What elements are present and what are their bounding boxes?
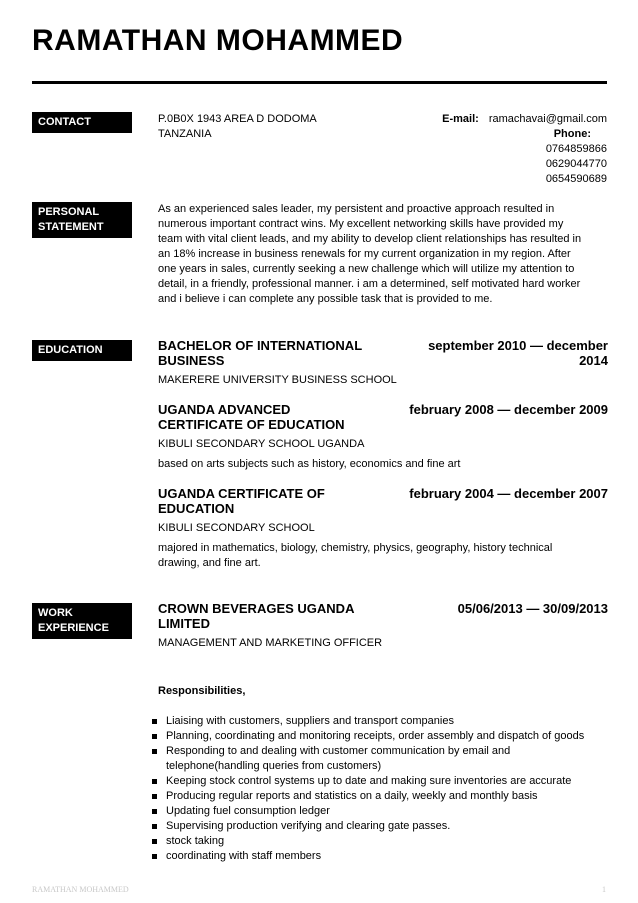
resume-name: RAMATHAN MOHAMMED <box>32 24 404 57</box>
personal-statement <box>158 202 608 307</box>
degree-date: february 2008 — december 2009 <box>409 402 608 417</box>
responsibilities-list <box>150 714 610 864</box>
statement-line: detail, in a friendly, professional manner. i am a determined, self motivated hard worker <box>158 278 581 290</box>
company-name: LIMITED <box>158 616 210 631</box>
degree-title: UGANDA ADVANCED <box>158 402 291 417</box>
school-name: MAKERERE UNIVERSITY BUSINESS SCHOOL <box>158 374 397 386</box>
section-label-text: EXPERIENCE <box>38 622 109 634</box>
degree-title: BACHELOR OF INTERNATIONAL <box>158 338 363 353</box>
bullet-icon <box>152 749 157 754</box>
list-item: Liaising with customers, suppliers and transport companies <box>150 714 610 729</box>
list-item: coordinating with staff members <box>150 849 610 864</box>
bullet-icon <box>152 779 157 784</box>
degree-title: EDUCATION <box>158 501 235 516</box>
header-divider <box>32 81 607 84</box>
phone-label: Phone: <box>553 128 591 140</box>
section-label-contact <box>32 112 132 133</box>
degree-date: february 2004 — december 2007 <box>409 486 608 501</box>
list-item: Responding to and dealing with customer communication by email and <box>150 744 610 759</box>
education-description: majored in mathematics, biology, chemistry, physics, geography, history technical <box>158 542 553 554</box>
statement-line: and i believe i can complete any possible task that is provided to me. <box>158 293 493 305</box>
school-name: KIBULI SECONDARY SCHOOL UGANDA <box>158 438 365 450</box>
bullet-icon <box>152 734 157 739</box>
degree-title: CERTIFICATE OF EDUCATION <box>158 417 345 432</box>
education-description: based on arts subjects such as history, economics and fine art <box>158 458 461 470</box>
responsibilities-title: Responsibilities, <box>158 685 246 697</box>
section-label-work-experience <box>32 603 132 639</box>
footer-name: RAMATHAN MOHAMMED <box>32 885 129 894</box>
statement-line: one years in sales, currently seeking a new challenge which will utilize my attention to <box>158 263 575 275</box>
bullet-icon <box>152 839 157 844</box>
bullet-icon <box>152 824 157 829</box>
job-role: MANAGEMENT AND MARKETING OFFICER <box>158 637 383 649</box>
section-label-text: EDUCATION <box>38 344 103 356</box>
list-item: Updating fuel consumption ledger <box>150 804 610 819</box>
bullet-icon <box>152 794 157 799</box>
education-description: drawing, and fine art. <box>158 557 261 569</box>
work-date: 05/06/2013 — 30/09/2013 <box>457 601 608 616</box>
list-item-continuation: telephone(handling queries from customers) <box>166 760 382 772</box>
degree-date: 2014 <box>579 353 608 368</box>
email-label: E-mail: <box>442 113 479 125</box>
section-label-text: CONTACT <box>38 116 91 128</box>
bullet-icon <box>152 854 157 859</box>
section-label-personal-statement <box>32 202 132 238</box>
phone-value: 0654590689 <box>545 173 607 185</box>
degree-title: BUSINESS <box>158 353 225 368</box>
degree-date: september 2010 — december <box>428 338 608 353</box>
bullet-icon <box>152 809 157 814</box>
section-label-text: WORK <box>38 607 73 619</box>
phone-value: 0629044770 <box>545 158 607 170</box>
contact-details <box>307 112 607 187</box>
degree-title: UGANDA CERTIFICATE OF <box>158 486 325 501</box>
education-entry <box>158 338 608 388</box>
section-label-text: PERSONAL <box>38 206 100 218</box>
education-entry <box>158 402 608 472</box>
section-label-education <box>32 340 132 361</box>
list-item: stock taking <box>150 834 610 849</box>
statement-line: As an experienced sales leader, my persistent and proactive approach resulted in <box>158 203 555 215</box>
list-item: Keeping stock control systems up to date and making sure inventories are accurate <box>150 774 610 789</box>
list-item: Supervising production verifying and clearing gate passes. <box>150 819 610 834</box>
company-name: CROWN BEVERAGES UGANDA <box>158 601 355 616</box>
email-value[interactable]: ramachavai@gmail.com <box>488 113 607 125</box>
work-entry <box>158 601 608 651</box>
address-line: P.0B0X 1943 AREA D DODOMA <box>158 113 317 125</box>
education-entry <box>158 486 608 571</box>
page-number: 1 <box>602 885 606 894</box>
section-label-text: STATEMENT <box>38 221 104 233</box>
statement-line: an 18% increase in business renewals for my current organization in my region. After <box>158 248 571 260</box>
address-line: TANZANIA <box>158 128 212 140</box>
bullet-icon <box>152 719 157 724</box>
phone-value: 0764859866 <box>545 143 607 155</box>
statement-line: team with vital client leads, and my ability to develop client relationships has resulted in <box>158 233 582 245</box>
school-name: KIBULI SECONDARY SCHOOL <box>158 522 315 534</box>
list-item: Producing regular reports and statistics on a daily, weekly and monthly basis <box>150 789 610 804</box>
list-item: Planning, coordinating and monitoring receipts, order assembly and dispatch of goods <box>150 729 610 744</box>
statement-line: numerous important contract wins. My excellent networking skills have provided my <box>158 218 564 230</box>
